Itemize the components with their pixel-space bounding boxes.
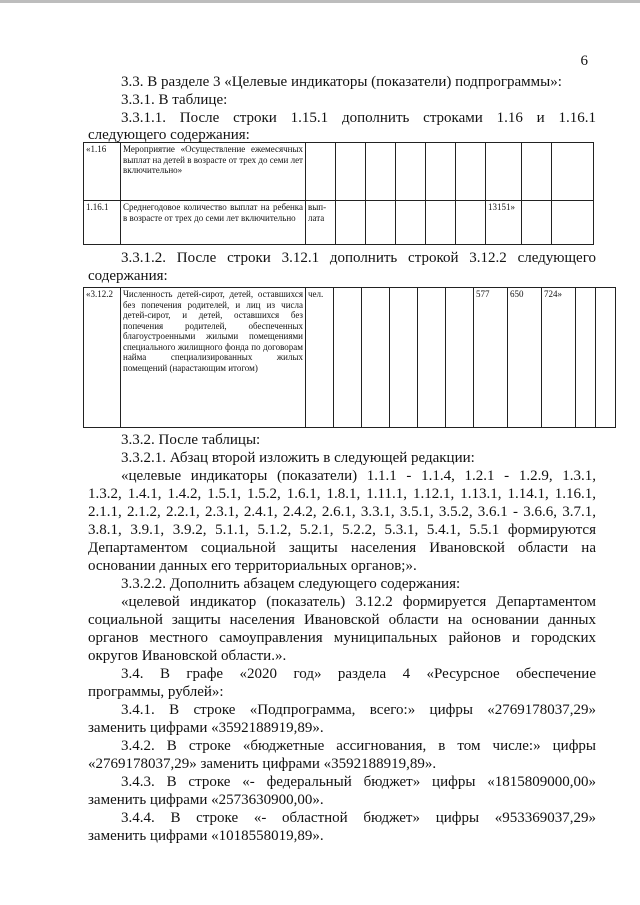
table-row	[84, 143, 594, 201]
quote-1-line1: «целевые индикаторы (показатели) 1.1.1 - 1.1.4, 1.2.1 - 1.2.9, 1.3.1,	[121, 468, 596, 484]
table-row	[84, 201, 594, 245]
para-3-4-2-line1: 3.4.2. В строке «бюджетные ассигнования, в том числе:» цифры	[121, 738, 596, 754]
value-cell	[552, 201, 594, 245]
row-description: Численность детей-сирот, детей, оставшихся без попечения родителей, и лиц из числа детей-сирот, и детей, оставшихся без попечения родителей, обеспеченных благоустроенными жилыми помещениями специального жилищного фонда по договорам найма специализированных жилых помещений (нарастающим итогом)	[121, 288, 306, 428]
value-cell: 577	[474, 288, 508, 428]
quote-1-line3: 2.1.1, 2.1.2, 2.2.1, 2.3.1, 2.4.1, 2.4.2, 2.6.1, 3.3.1, 3.5.1, 3.5.2, 3.6.1 - 3.6.6, 3.7.1,	[88, 504, 596, 520]
value-cell	[390, 288, 418, 428]
value-cell	[396, 201, 426, 245]
para-3-4-line1: 3.4. В графе «2020 год» раздела 4 «Ресурсное обеспечение	[121, 666, 596, 682]
value-cell	[456, 143, 486, 201]
value-cell	[366, 143, 396, 201]
indicators-table-2	[83, 287, 616, 428]
table-row	[84, 288, 616, 428]
value-cell	[456, 201, 486, 245]
value-cell	[418, 288, 446, 428]
row-unit	[306, 143, 336, 201]
quote-1-line2: 1.3.2, 1.4.1, 1.4.2, 1.5.1, 1.5.2, 1.6.1, 1.8.1, 1.11.1, 1.12.1, 1.13.1, 1.14.1, 1.16.1,	[88, 486, 596, 502]
row-number: «3.12.2	[84, 288, 121, 428]
quote-2-line3: органов местного самоуправления муниципальных районов и городских	[88, 630, 596, 646]
para-3-4-4-line2: заменить цифрами «1018558019,89».	[88, 828, 324, 844]
quote-1-line4: 3.8.1, 3.9.1, 3.9.2, 5.1.1, 5.1.2, 5.2.1, 5.2.2, 5.3.1, 5.4.1, 5.5.1 формируются	[88, 522, 596, 538]
para-3-3-2: 3.3.2. После таблицы:	[121, 432, 261, 448]
quote-2-line1: «целевой индикатор (показатель) 3.12.2 формируется Департаментом	[121, 594, 596, 610]
value-cell	[446, 288, 474, 428]
value-cell	[596, 288, 616, 428]
row-number: «1.16	[84, 143, 121, 201]
value-cell	[522, 143, 552, 201]
scan-edge	[0, 0, 640, 3]
value-cell	[334, 288, 362, 428]
quote-2-line4: округов Ивановской области.».	[88, 648, 287, 664]
para-3-3-1: 3.3.1. В таблице:	[121, 92, 228, 108]
value-cell	[336, 143, 366, 201]
para-3-3-1-1-line2: следующего содержания:	[88, 127, 250, 143]
value-cell	[362, 288, 390, 428]
value-cell	[366, 201, 396, 245]
value-cell	[486, 143, 522, 201]
row-unit: вып-лата	[306, 201, 336, 245]
page-number: 6	[580, 53, 588, 69]
para-3-4-1-line1: 3.4.1. В строке «Подпрограмма, всего:» цифры «2769178037,29»	[121, 702, 596, 718]
value-cell: 650	[508, 288, 542, 428]
value-cell	[552, 143, 594, 201]
para-3-3-2-1: 3.3.2.1. Абзац второй изложить в следующей редакции:	[121, 450, 475, 466]
value-cell	[426, 201, 456, 245]
value-cell	[576, 288, 596, 428]
value-cell	[336, 201, 366, 245]
para-3-3-2-2: 3.3.2.2. Дополнить абзацем следующего содержания:	[121, 576, 461, 592]
para-3-3-1-2-line2: содержания:	[88, 268, 168, 284]
para-3-3-1-1-line1: 3.3.1.1. После строки 1.15.1 дополнить строками 1.16 и 1.16.1	[121, 110, 596, 126]
row-unit: чел.	[306, 288, 334, 428]
para-3-4-3-line1: 3.4.3. В строке «- федеральный бюджет» цифры «1815809000,00»	[121, 774, 596, 790]
row-description: Мероприятие «Осуществление ежемесячных выплат на детей в возрасте от трех до семи лет включительно»	[121, 143, 306, 201]
value-cell	[426, 143, 456, 201]
row-number: 1.16.1	[84, 201, 121, 245]
quote-2-line2: социальной защиты населения Ивановской области на основании данных	[88, 612, 596, 628]
value-cell: 13151»	[486, 201, 522, 245]
para-3-4-line2: программы, рублей»:	[88, 684, 224, 700]
quote-1-line6: основании данных его территориальных органов;».	[88, 558, 417, 574]
value-cell	[396, 143, 426, 201]
para-3-4-1-line2: заменить цифрами «3592188919,89».	[88, 720, 324, 736]
row-description: Среднегодовое количество выплат на ребенка в возрасте от трех до семи лет включительно	[121, 201, 306, 245]
indicators-table-1	[83, 142, 594, 245]
para-3-3: 3.3. В разделе 3 «Целевые индикаторы (показатели) подпрограммы»:	[121, 74, 562, 90]
para-3-3-1-2-line1: 3.3.1.2. После строки 3.12.1 дополнить строкой 3.12.2 следующего	[121, 250, 596, 266]
para-3-4-2-line2: «2769178037,29» заменить цифрами «3592188919,89».	[88, 756, 437, 772]
para-3-4-4-line1: 3.4.4. В строке «- областной бюджет» цифры «953369037,29»	[121, 810, 596, 826]
value-cell	[522, 201, 552, 245]
quote-1-line5: Департаментом социальной защиты населения Ивановской области на	[88, 540, 596, 556]
para-3-4-3-line2: заменить цифрами «2573630900,00».	[88, 792, 324, 808]
value-cell: 724»	[542, 288, 576, 428]
